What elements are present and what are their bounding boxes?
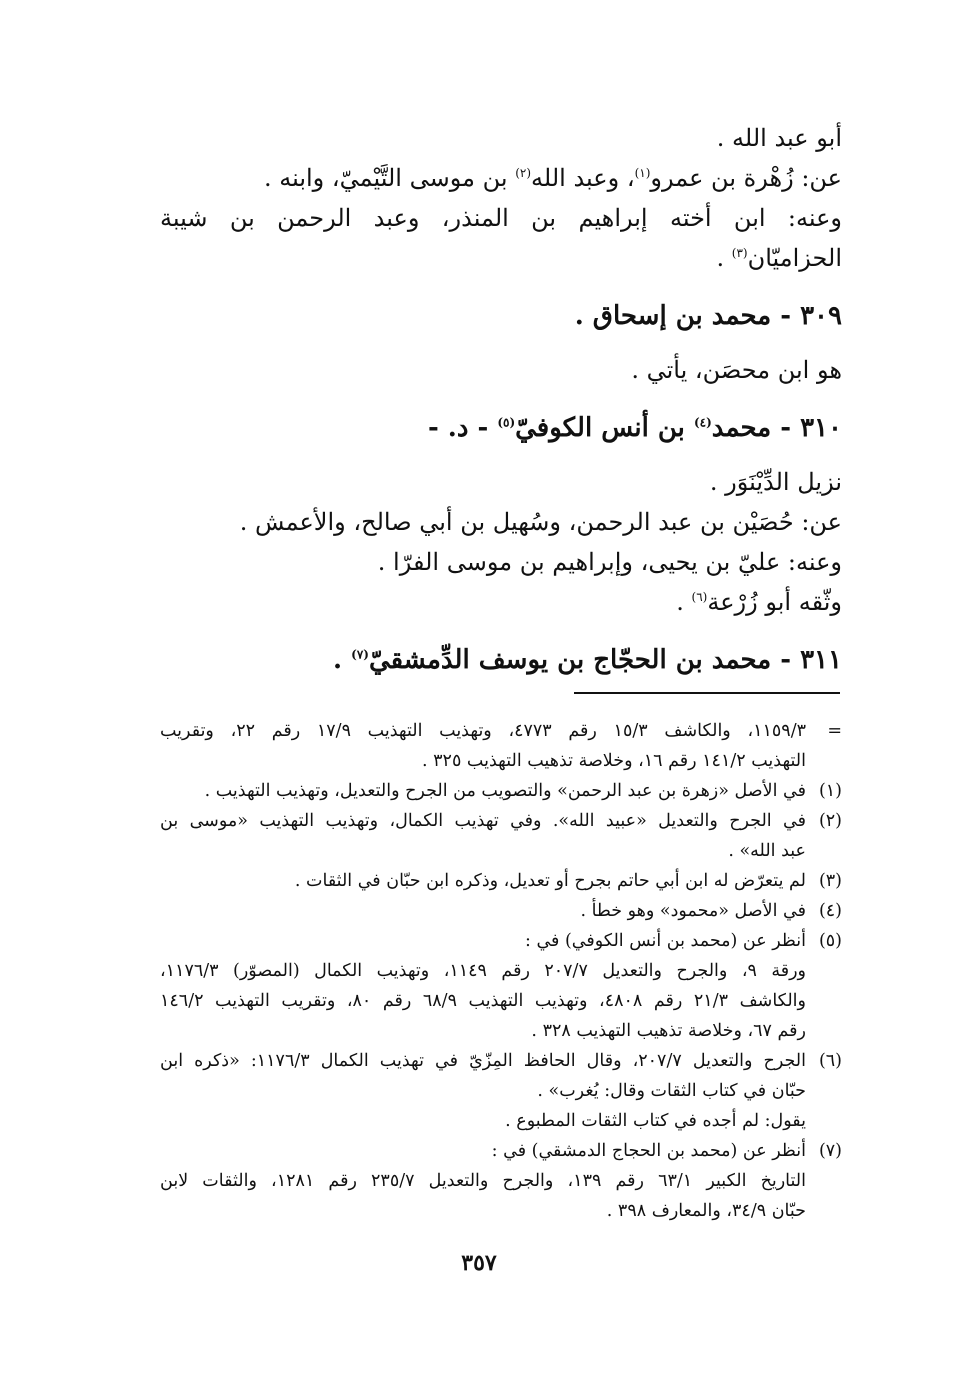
footnote-line: في الأصل «محمود» وهو خطأ . bbox=[580, 901, 806, 921]
footnote-line: لم يتعرّض له ابن أبي حاتم بجرح أو تعديل، وذكره ابن حبّان في الثقات . bbox=[294, 871, 806, 891]
text-run: بن أنس الكوفيّ bbox=[515, 413, 694, 443]
footnote-3 bbox=[160, 866, 842, 896]
footnote-number: (٥) bbox=[818, 931, 842, 951]
footnote-number: (٣) bbox=[818, 871, 842, 891]
text-line bbox=[160, 238, 842, 278]
footnote-1 bbox=[160, 776, 842, 806]
footnote-line: عبد الله» . bbox=[728, 841, 806, 861]
footnote-separator bbox=[574, 692, 840, 694]
footnote-line: حبّان في كتاب الثقات وقال: يُغرب» . bbox=[537, 1081, 806, 1101]
text-line: نزيل الدِّيْنَوَر . bbox=[709, 468, 842, 496]
text-run: ، وعبد الله bbox=[531, 164, 635, 192]
text-line bbox=[160, 582, 842, 622]
footnote-ref[interactable]: (٦) bbox=[691, 590, 708, 604]
footnote-line: ١١٥٩/٣، والكاشف ١٥/٣ رقم ٤٧٧٣، وتهذيب التهذيب ١٧/٩ رقم ٢٢، وتقريب bbox=[160, 721, 806, 741]
footnote-number: (١) bbox=[818, 781, 842, 801]
entry-heading-310 bbox=[160, 408, 842, 448]
footnote-2 bbox=[160, 806, 842, 866]
text-run: الحزاميّان bbox=[747, 244, 842, 272]
footnote-line: في الأصل «زهرة بن عبد الرحمن» والتصويب من الجرح والتعديل، وتهذيب التهذيب . bbox=[204, 781, 806, 801]
footnote-ref[interactable]: (٢) bbox=[515, 166, 532, 180]
footnote-number: (٤) bbox=[818, 901, 842, 921]
main-text bbox=[160, 118, 842, 694]
footnote-ref[interactable]: (٤) bbox=[693, 415, 712, 430]
text-run: - د. - bbox=[427, 413, 498, 443]
text-run: وثّقه أبو زُرْعة bbox=[707, 588, 842, 616]
text-run: بن موسى التَّيْميّ، وابنه . bbox=[263, 164, 516, 192]
footnote-line: التاريخ الكبير ٦٣/١ رقم ١٣٩، والجرح والتعديل ٢٣٥/٧ رقم ١٢٨١، والثقات لابن bbox=[160, 1171, 806, 1191]
entry-heading-311 bbox=[160, 640, 842, 680]
footnote-number: = bbox=[827, 721, 842, 741]
footnote-number: (٦) bbox=[818, 1051, 842, 1071]
footnotes bbox=[160, 716, 842, 1226]
entry-heading-309: ٣٠٩ - محمد بن إسحاق . bbox=[574, 301, 842, 331]
footnote-number: (٢) bbox=[818, 811, 842, 831]
footnote-line: والكاشف ٢١/٣ رقم ٤٨٠٨، وتهذيب التهذيب ٦٨/٩ رقم ٨٠، وتقريب التهذيب ١٤٦/٢ bbox=[160, 991, 806, 1011]
footnote-5 bbox=[160, 926, 842, 1046]
text-run: ٣١٠ - محمد bbox=[711, 413, 842, 443]
text-run: ٣١١ - محمد بن الحجّاج بن يوسف الدِّمشقيّ bbox=[368, 645, 842, 675]
footnote-line: رقم ٦٧، وخلاصة تذهيب التهذيب ٣٢٨ . bbox=[531, 1021, 806, 1041]
footnote-4 bbox=[160, 896, 842, 926]
footnote-line: الجرح والتعديل ٢٠٧/٧، وقال الحافظ المِزّيّ في تهذيب الكمال ١١٧٦/٣: «ذكره ابن bbox=[160, 1051, 807, 1071]
footnote-line: أنظر عن (محمد بن الحجاج الدمشقي) في : bbox=[491, 1141, 806, 1161]
footnote-line: ورقة ٩، والجرح والتعديل ٢٠٧/٧ رقم ١١٤٩، وتهذيب الكمال (المصوّر) ١١٧٦/٣، bbox=[160, 961, 806, 981]
text-line: أبو عبد الله . bbox=[716, 124, 842, 152]
footnote-ref[interactable]: (٣) bbox=[731, 246, 748, 260]
footnote-continuation bbox=[160, 716, 842, 776]
text-line: عن: حُصَيْن بن عبد الرحمن، وسُهيل بن أبي صالح، والأعمش . bbox=[239, 508, 842, 536]
footnote-7 bbox=[160, 1136, 842, 1226]
text-line bbox=[160, 158, 842, 198]
footnote-line: أنظر عن (محمد بن أنس الكوفي) في : bbox=[524, 931, 806, 951]
footnote-ref[interactable]: (٥) bbox=[497, 415, 516, 430]
footnote-line: يقول: لم أجده في كتاب الثقات المطبوع . bbox=[505, 1111, 806, 1131]
text-run: عن: زُهْرة بن عمرو bbox=[650, 164, 842, 192]
footnote-ref[interactable]: (٧) bbox=[351, 647, 369, 662]
page-number: ٣٥٧ bbox=[461, 1250, 497, 1276]
text-line: وعنه: ابن أخته إبراهيم بن المنذر، وعبد الرحمن بن شيبة bbox=[160, 204, 843, 232]
text-line: وعنه: عليّ بن يحيى، وإبراهيم بن موسى الفرّا . bbox=[377, 548, 842, 576]
footnote-line: في الجرح والتعديل «عبيد الله». وفي تهذيب الكمال، وتهذيب التهذيب «موسى بن bbox=[160, 811, 806, 831]
footnote-ref[interactable]: (١) bbox=[634, 166, 651, 180]
text-run: . bbox=[333, 645, 352, 675]
text-run: . bbox=[716, 244, 732, 272]
footnote-6 bbox=[160, 1046, 842, 1136]
footnote-line: حبّان ٣٤/٩، والمعارف ٣٩٨ . bbox=[606, 1201, 806, 1221]
text-run: . bbox=[676, 588, 692, 616]
footnote-number: (٧) bbox=[818, 1141, 842, 1161]
text-line: هو ابن محصَن، يأتي . bbox=[631, 356, 842, 384]
footnote-line: التهذيب ١٤١/٢ رقم ١٦، وخلاصة تذهيب التهذيب ٣٢٥ . bbox=[422, 751, 806, 771]
